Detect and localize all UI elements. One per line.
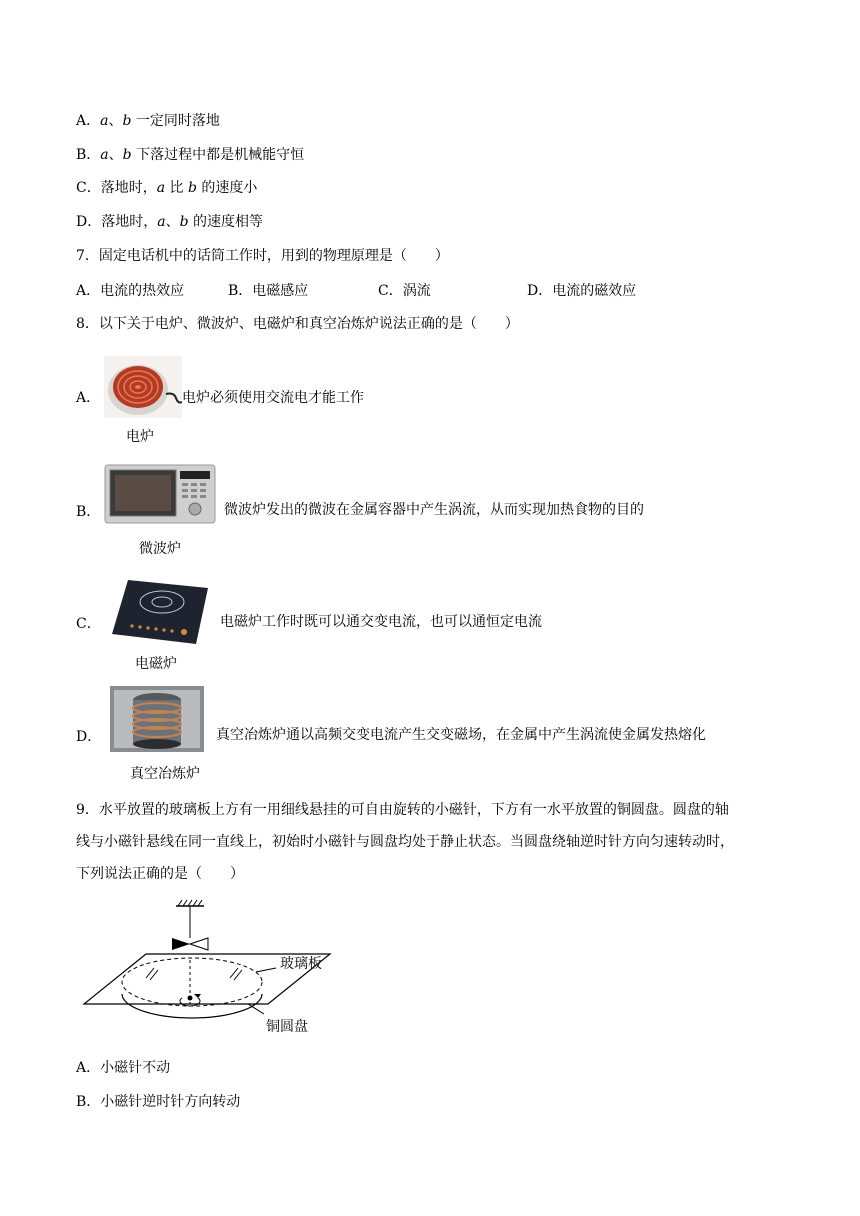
q8-option-d-label: D．: [76, 729, 102, 745]
q7-option-d: D．电流的磁效应: [527, 283, 637, 299]
vacuum-furnace-image: [110, 686, 204, 752]
q9-stem-line-1: 9．水平放置的玻璃板上方有一用细线悬挂的可自由旋转的小磁针，下方有一水平放置的铜圆盘。圆盘的轴: [76, 802, 729, 818]
q8-option-b-caption: 微波炉: [139, 541, 181, 557]
q8-option-c-caption: 电磁炉: [135, 656, 177, 672]
q6-option-c: C．落地时，a 比 b 的速度小: [76, 180, 258, 196]
q6-option-b: B．a、b 下落过程中都是机械能守恒: [76, 147, 305, 163]
q6-option-d: D．落地时，a、b 的速度相等: [76, 214, 264, 230]
q8-option-b-text: 微波炉发出的微波在金属容器中产生涡流，从而实现加热食物的目的: [224, 502, 644, 518]
q9-option-b: B．小磁针逆时针方向转动: [76, 1094, 241, 1110]
q9-stem-line-3: 下列说法正确的是（ ）: [76, 866, 244, 882]
q8-option-a-caption: 电炉: [126, 429, 154, 445]
electric-stove-image: [104, 356, 182, 418]
q7-option-c: C．涡流: [378, 283, 431, 299]
q8-option-c-label: C．: [76, 616, 101, 632]
q8-stem: 8．以下关于电炉、微波炉、电磁炉和真空冶炼炉说法正确的是（ ）: [76, 316, 519, 332]
q7-stem: 7．固定电话机中的话筒工作时，用到的物理原理是（ ）: [76, 248, 449, 264]
q8-option-d-text: 真空冶炼炉通以高频交变电流产生交变磁场，在金属中产生涡流使金属发热熔化: [216, 727, 706, 743]
q7-option-a: A．电流的热效应: [76, 283, 185, 299]
q9-stem-line-2: 线与小磁针悬线在同一直线上，初始时小磁针与圆盘均处于静止状态。当圆盘绕轴逆时针方向匀速转动时，: [76, 834, 734, 850]
copper-disk-label: 铜圆盘: [266, 1019, 308, 1035]
q8-option-d-caption: 真空冶炼炉: [130, 766, 200, 782]
q9-option-a: A．小磁针不动: [76, 1060, 171, 1076]
q8-option-c-text: 电磁炉工作时既可以通交变电流，也可以通恒定电流: [220, 614, 542, 630]
microwave-image: [104, 463, 216, 526]
q6-option-a: A．a、b 一定同时落地: [76, 113, 220, 129]
q7-option-b: B．电磁感应: [228, 283, 309, 299]
q8-option-a-label: A．: [76, 390, 101, 406]
glass-plate-label: 玻璃板: [280, 956, 322, 972]
q8-option-a-text: 电炉必须使用交流电才能工作: [182, 390, 364, 406]
induction-cooker-image: [110, 578, 210, 646]
q8-option-b-label: B．: [76, 504, 101, 520]
